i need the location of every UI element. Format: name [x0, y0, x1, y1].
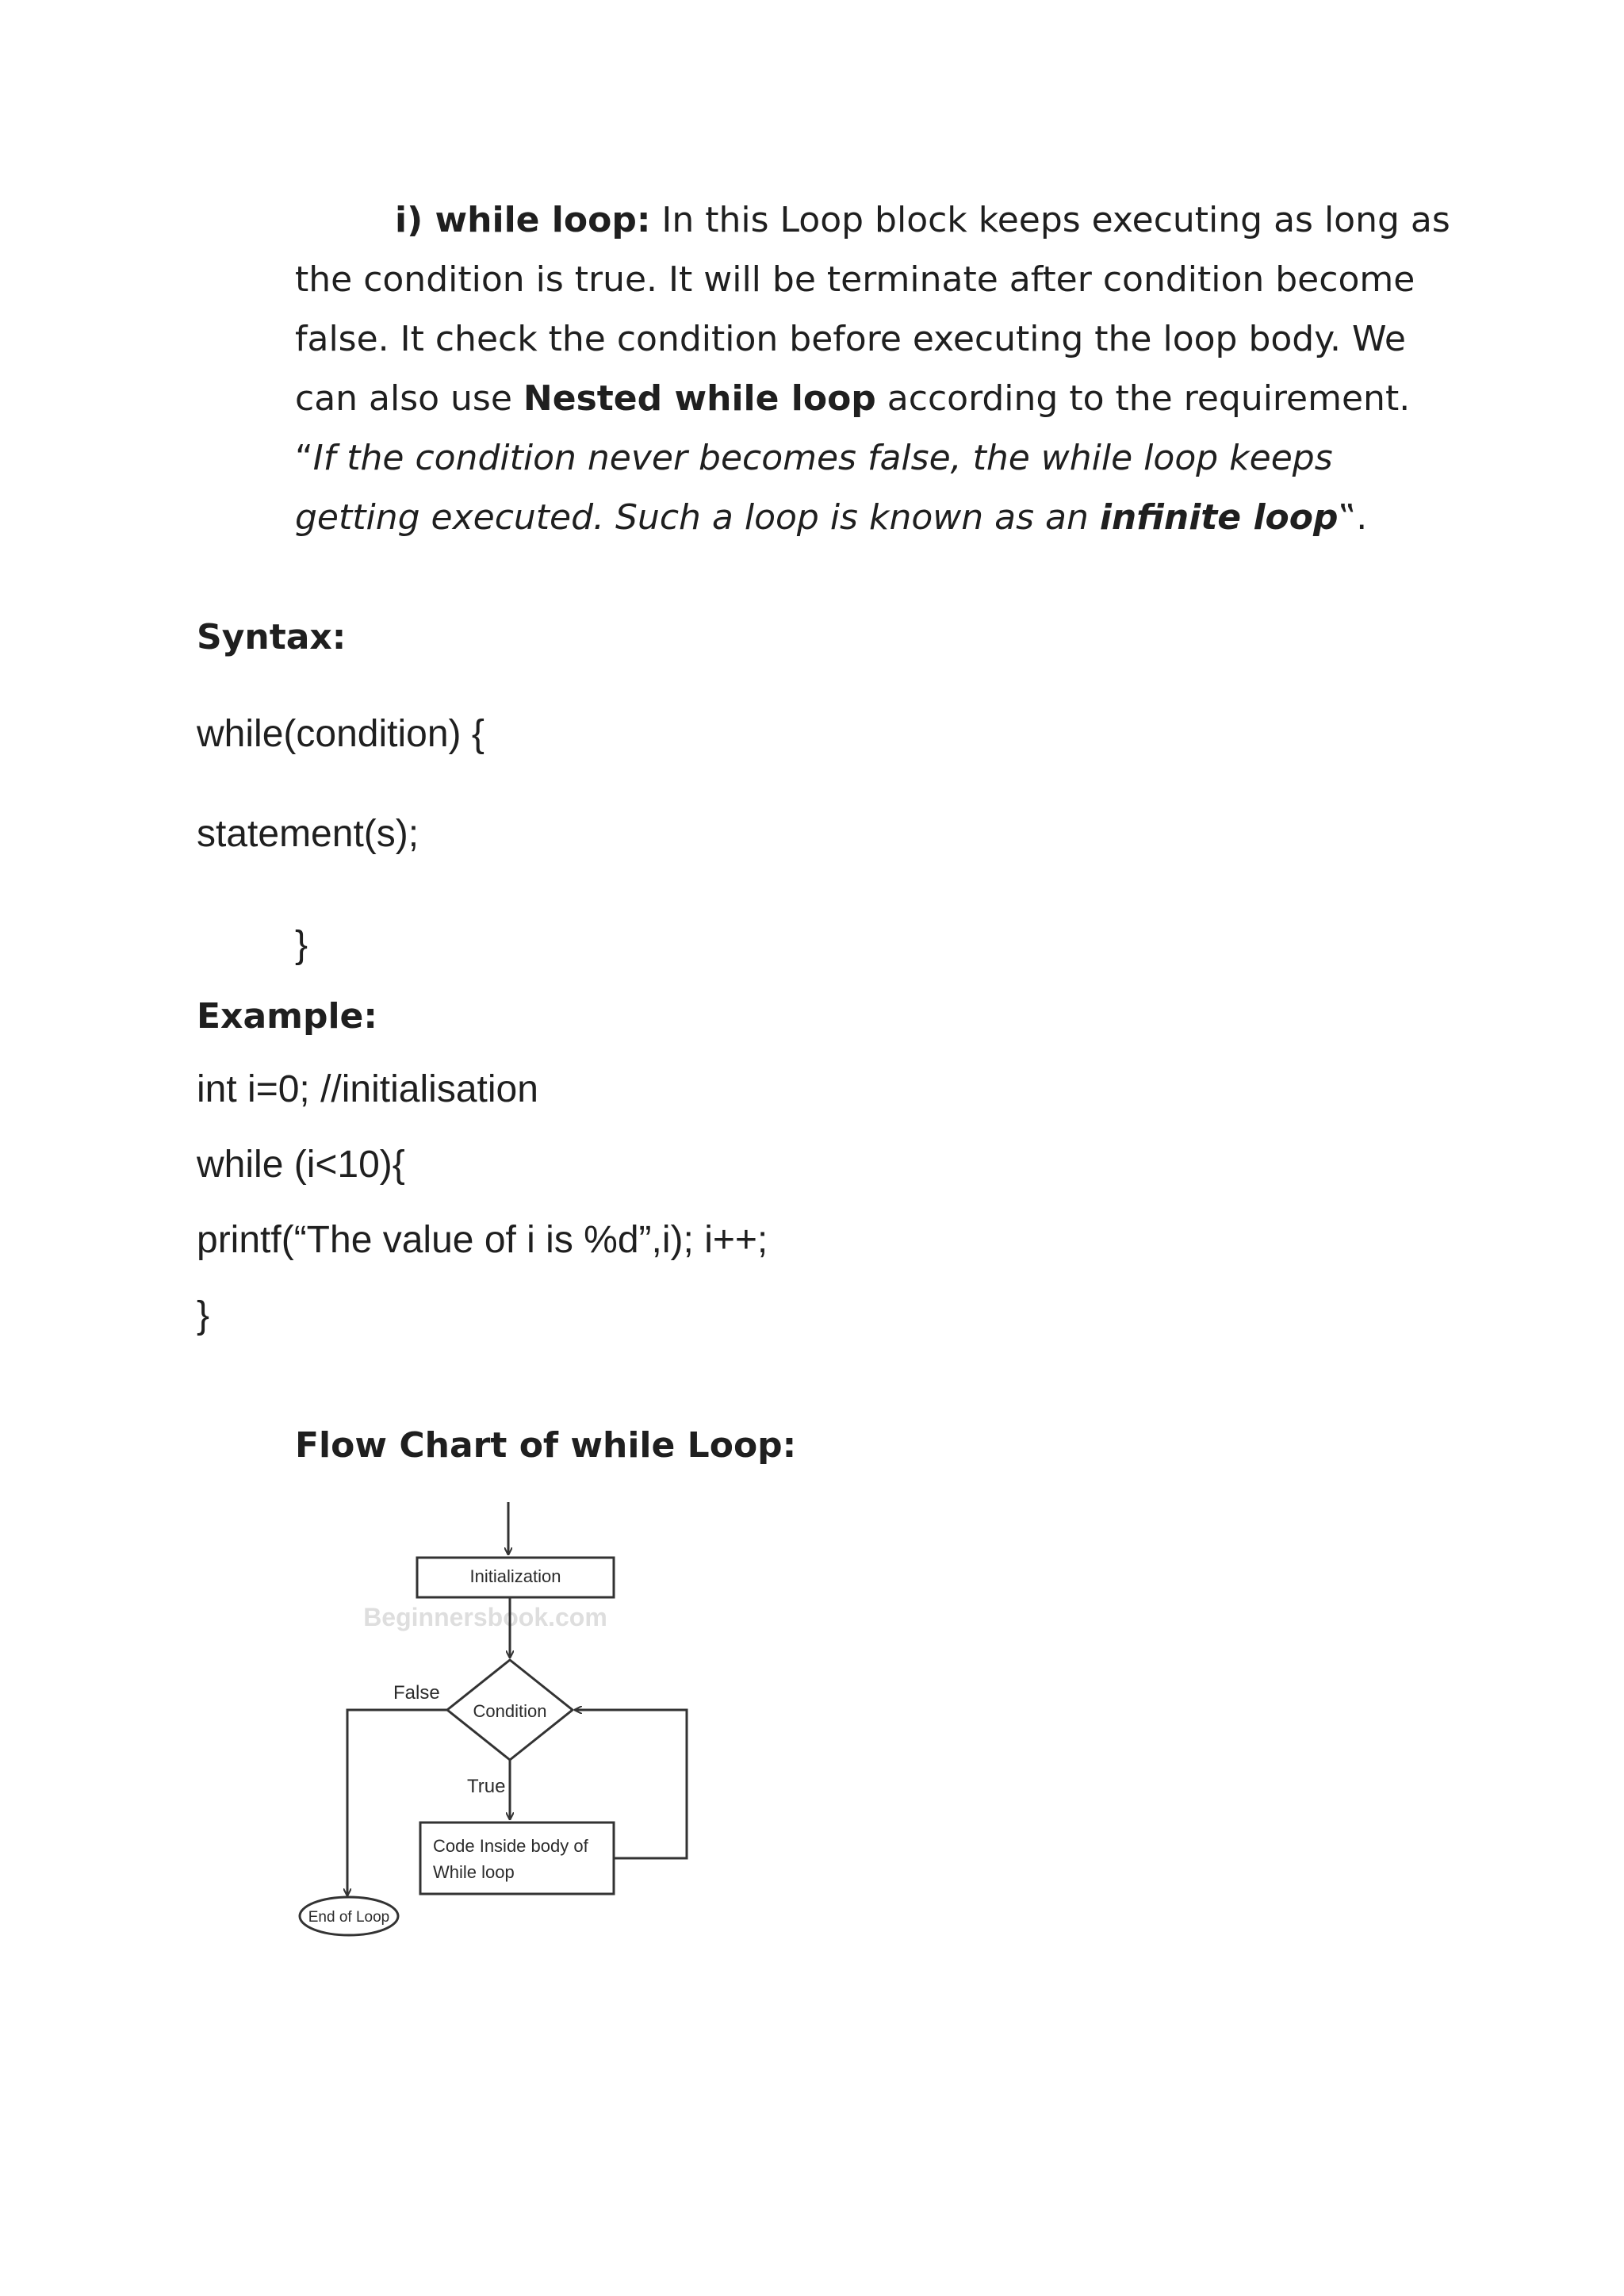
example-line-3: printf(“The value of i is %d”,i); i++; — [197, 1219, 768, 1261]
nested-while-term: Nested while loop — [523, 378, 876, 419]
example-line-4: } — [197, 1294, 210, 1336]
infinite-loop-term: infinite loop — [1099, 497, 1339, 538]
while-loop-description — [295, 190, 1453, 547]
loop-body-box — [420, 1823, 614, 1894]
loop-body-label-2: While loop — [433, 1862, 515, 1882]
example-label: Example: — [197, 996, 377, 1037]
condition-label: Condition — [473, 1701, 547, 1721]
description-text-1: In this Loop block keeps executing as long as the condition is true. It will be terminate after condition become false. It check the condition before executing the loop body. We can also use — [295, 200, 1450, 419]
syntax-line-3: } — [295, 924, 308, 966]
watermark-text: Beginnersbook.com — [363, 1603, 607, 1631]
loop-body-label-1: Code Inside body of — [433, 1836, 588, 1856]
true-label: True — [467, 1776, 506, 1797]
syntax-line-2: statement(s); — [197, 813, 419, 855]
description-text-end: ‟. — [1338, 497, 1368, 538]
while-loop-flowchart — [285, 1491, 714, 1951]
initialization-label: Initialization — [469, 1566, 561, 1586]
description-text-2: according to the requirement. “ — [295, 378, 1411, 478]
while-loop-heading: i) while loop: — [395, 200, 651, 240]
example-line-1: int i=0; //initialisation — [197, 1068, 538, 1110]
while-loop-heading-wrap — [295, 200, 650, 240]
end-of-loop-label: End of Loop — [308, 1909, 390, 1926]
example-line-2: while (i<10){ — [197, 1144, 405, 1186]
false-label: False — [393, 1682, 440, 1704]
flowchart-title: Flow Chart of while Loop: — [295, 1425, 797, 1466]
syntax-label: Syntax: — [197, 617, 347, 657]
syntax-line-1: while(condition) { — [197, 713, 485, 755]
infinite-loop-quote: If the condition never becomes false, the while loop keeps getting executed. Such a loop is known as an — [295, 438, 1333, 538]
